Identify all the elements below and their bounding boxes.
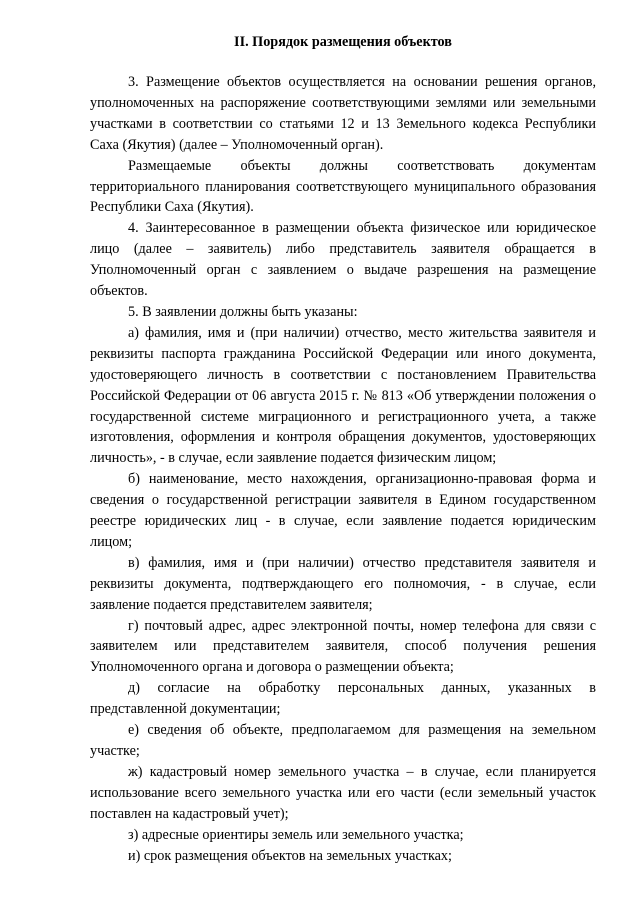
paragraph-4: 4. Заинтересованное в размещении объекта физическое или юридическое лицо (далее – заявитель) либо представитель заявителя обращается в Уполномоченный орган с заявлением о выдаче разрешения на размещение объектов. xyxy=(90,220,596,300)
list-item-b: б) наименование, место нахождения, организационно-правовая форма и сведения о государственной регистрации заявителя в Едином государственном реестре юридических лиц - в случае, если заявление подается юридическим лицом; xyxy=(90,471,596,550)
paragraph-5: 5. В заявлении должны быть указаны: xyxy=(128,303,358,320)
list-item-i: и) срок размещения объектов на земельных участках; xyxy=(128,847,452,864)
list-item-a: а) фамилия, имя и (при наличии) отчество, место жительства заявителя и реквизиты паспорта гражданина Российской Федерации или иного документа, удостоверяющего личность в соответствии с постановлением Правительства Российской Федерации от 06 августа 2015 г. № 813 «Об утверждении положения о государственной системе миграционного и регистрационного учета, а также изготовления, оформления и контроля обращения документов, удостоверяющих личность», - в случае, если заявление подается физическим лицом; xyxy=(90,324,596,467)
list-item-e: е) сведения об объекте, предполагаемом для размещения на земельном участке; xyxy=(90,722,596,759)
list-item-v: в) фамилия, имя и (при наличии) отчество представителя заявителя и реквизиты документа, подтверждающего его полномочия, - в случае, если заявление подается представителем заявителя; xyxy=(90,554,596,613)
paragraph-3: 3. Размещение объектов осуществляется на основании решения органов, уполномоченных на распоряжение соответствующими землями или земельными участками в соответствии со статьями 12 и 13 Земельного кодекса Республики Саха (Якутия) (далее – Уполномоченный орган). xyxy=(90,74,596,153)
document-page xyxy=(90,32,596,866)
section-heading: II. Порядок размещения объектов xyxy=(234,34,452,50)
list-item-z: з) адресные ориентиры земель или земельного участка; xyxy=(128,826,464,843)
list-item-g: г) почтовый адрес, адрес электронной почты, номер телефона для связи с заявителем или представителем заявителя, способ получения решения Уполномоченного органа и договора о размещении объекта; xyxy=(90,617,596,676)
list-item-d: д) согласие на обработку персональных данных, указанных в представленной документации; xyxy=(90,680,596,718)
paragraph-objects-compliance: Размещаемые объекты должны соответствовать документам территориального планирования соответствующего муниципального образования Республики Саха (Якутия). xyxy=(90,157,596,216)
list-item-zh: ж) кадастровый номер земельного участка – в случае, если планируется использование всего земельного участка или его части (если земельный участок поставлен на кадастровый учет); xyxy=(90,763,596,822)
